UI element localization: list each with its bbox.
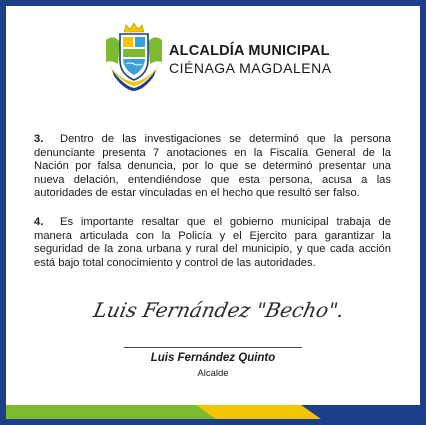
signer-role: Alcalde: [197, 368, 229, 379]
signature-script: Luis Fernández "Becho".: [91, 298, 347, 322]
paragraph-text: Es importante resaltar que el gobierno municipal trabaja de manera articulada con la Policía y el Ejercito para garantizar la seguridad de la zona urbana y rural del municipio, y que cada acción está bajo total conocimiento y control de las autoridades.: [34, 216, 391, 269]
signature-line: [124, 347, 302, 348]
footer-color-stripe: [6, 405, 420, 419]
document-page: [6, 6, 420, 419]
coat-of-arms-logo: [104, 20, 164, 92]
paragraph-text: Dentro de las investigaciones se determinó que la persona denunciante presenta 7 anotaciones en la Fiscalía General de la Nación por falsa denuncia, por lo que se determinó presentar una nueva delación, entendiéndose que esta persona, acusa a las autoridades de estar vinculadas en el hecho que resultó ser falso.: [34, 133, 391, 200]
org-subtitle: CIÉNAGA MAGDALENA: [169, 60, 332, 76]
org-name: ALCALDÍA MUNICIPAL: [169, 43, 330, 59]
paragraph-4: [34, 216, 391, 270]
paragraph-number: 4.: [34, 216, 44, 228]
paragraph-number: 3.: [34, 133, 44, 145]
paragraph-3: [34, 133, 391, 201]
letterhead: [104, 20, 344, 96]
handwritten-signature: [91, 298, 364, 348]
signer-name: Luis Fernández Quinto: [150, 352, 276, 364]
